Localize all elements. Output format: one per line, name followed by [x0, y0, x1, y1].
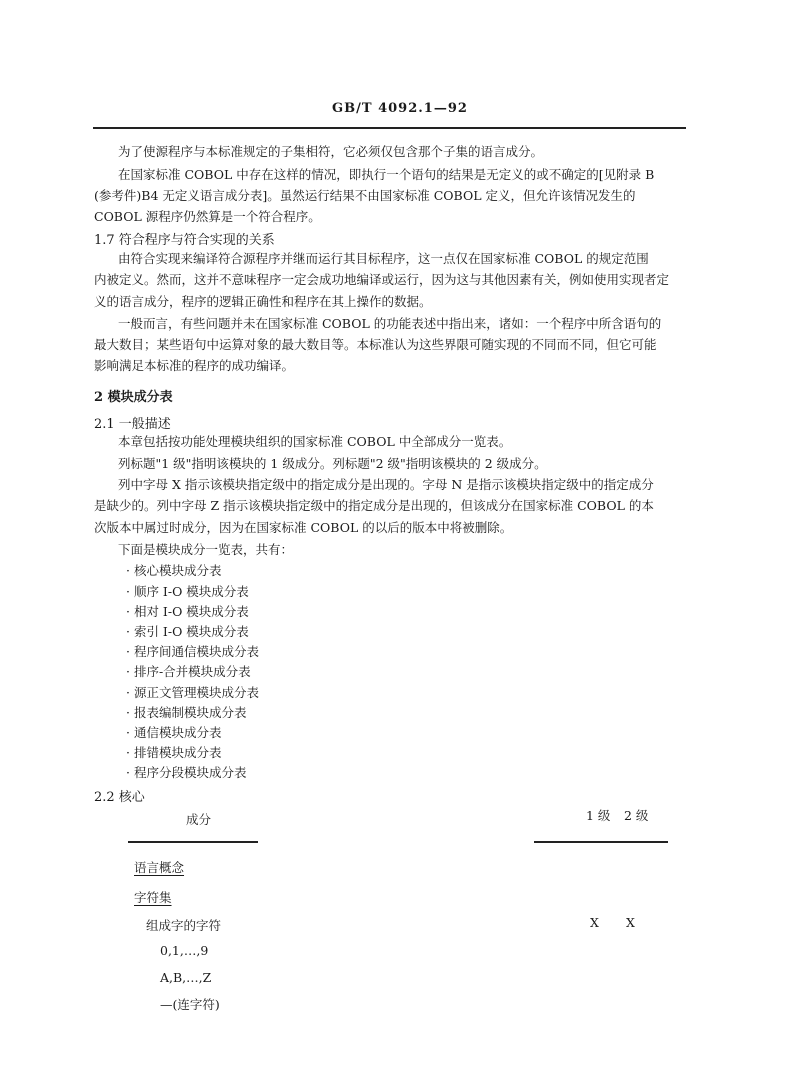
paragraph-line: 次版本中属过时成分，因为在国家标准 COBOL 的以后的版本中将被删除。	[94, 520, 513, 535]
table-header-rule-left	[128, 841, 258, 843]
list-item: · 程序间通信模块成分表	[126, 644, 259, 659]
header-rule	[93, 127, 686, 129]
paragraph-line: 是缺少的。列中字母 Z 指示该模块指定级中的指定成分是出现的，但该成分在国家标准 COBOL 的本	[94, 498, 654, 513]
table-subgroup-heading: 字符集	[134, 890, 172, 905]
table-sub-item: 0,1,…,9	[160, 943, 209, 958]
paragraph-line: 在国家标准 COBOL 中存在这样的情况，即执行一个语句的结果是无定义的或不确定的[见附录 B	[118, 167, 655, 182]
list-item: · 核心模块成分表	[126, 563, 222, 578]
list-item: · 相对 I-O 模块成分表	[126, 604, 249, 619]
table-cell-level-1: X	[590, 915, 599, 930]
paragraph-line: 内被定义。然而，这并不意味程序一定会成功地编译或运行，因为这与其他因素有关，例如使用实现者定	[94, 272, 670, 287]
column-header-level-1: 1 级	[586, 808, 611, 823]
list-item: · 程序分段模块成分表	[126, 765, 247, 780]
paragraph-line: 本章包括按功能处理模块组织的国家标准 COBOL 中全部成分一览表。	[118, 434, 512, 449]
paragraph-line: 下面是模块成分一览表，共有：	[118, 542, 294, 557]
list-item: · 报表编制模块成分表	[126, 705, 247, 720]
document-code: GB/T 4092.1—92	[332, 101, 468, 116]
paragraph-line: 一般而言，有些问题并未在国家标准 COBOL 的功能表述中指出来，诸如：一个程序中所含语句的	[118, 316, 662, 331]
section-heading-2-2: 2.2 核心	[94, 790, 145, 805]
paragraph-line: 最大数目；某些语句中运算对象的最大数目等。本标准认为这些界限可随实现的不同而不同，但它可能	[94, 337, 657, 352]
section-heading-1-7: 1.7 符合程序与符合实现的关系	[94, 233, 275, 248]
list-item: · 源正文管理模块成分表	[126, 685, 259, 700]
list-item: · 排序-合并模块成分表	[126, 664, 251, 679]
section-heading-2-1: 2.1 一般描述	[94, 417, 171, 432]
table-cell-level-2: X	[626, 915, 635, 930]
paragraph-line: 影响满足本标准的程序的成功编译。	[94, 358, 295, 373]
table-row-label: 组成字的字符	[146, 918, 222, 933]
list-item: · 索引 I-O 模块成分表	[126, 624, 249, 639]
paragraph-line: 为了使源程序与本标准规定的子集相符，它必须仅包含那个子集的语言成分。	[118, 144, 544, 159]
paragraph-line: 列中字母 X 指示该模块指定级中的指定成分是出现的。字母 N 是指示该模块指定级中的指定成分	[118, 477, 654, 492]
table-sub-item: —(连字符)	[160, 997, 220, 1012]
column-header-component: 成分	[186, 812, 212, 827]
paragraph-line: 列标题"1 级"指明该模块的 1 级成分。列标题"2 级"指明该模块的 2 级成分。	[118, 456, 547, 471]
paragraph-line: (参考件)B4 无定义语言成分表]。虽然运行结果不由国家标准 COBOL 定义，但允许该情况发生的	[94, 188, 636, 203]
paragraph-line: 义的语言成分，程序的逻辑正确性和程序在其上操作的数据。	[94, 294, 432, 309]
table-group-heading: 语言概念	[134, 860, 185, 875]
table-sub-item: A,B,…,Z	[160, 970, 212, 985]
list-item: · 排错模块成分表	[126, 745, 222, 760]
section-heading-2: 2 模块成分表	[94, 390, 173, 405]
paragraph-line: COBOL 源程序仍然算是一个符合程序。	[94, 209, 321, 224]
list-item: · 通信模块成分表	[126, 725, 222, 740]
column-header-level-2: 2 级	[624, 808, 649, 823]
paragraph-line: 由符合实现来编译符合源程序并继而运行其目标程序，这一点仅在国家标准 COBOL 的规定范围	[118, 251, 649, 266]
list-item: · 顺序 I-O 模块成分表	[126, 584, 249, 599]
table-header-rule-right	[534, 841, 668, 843]
